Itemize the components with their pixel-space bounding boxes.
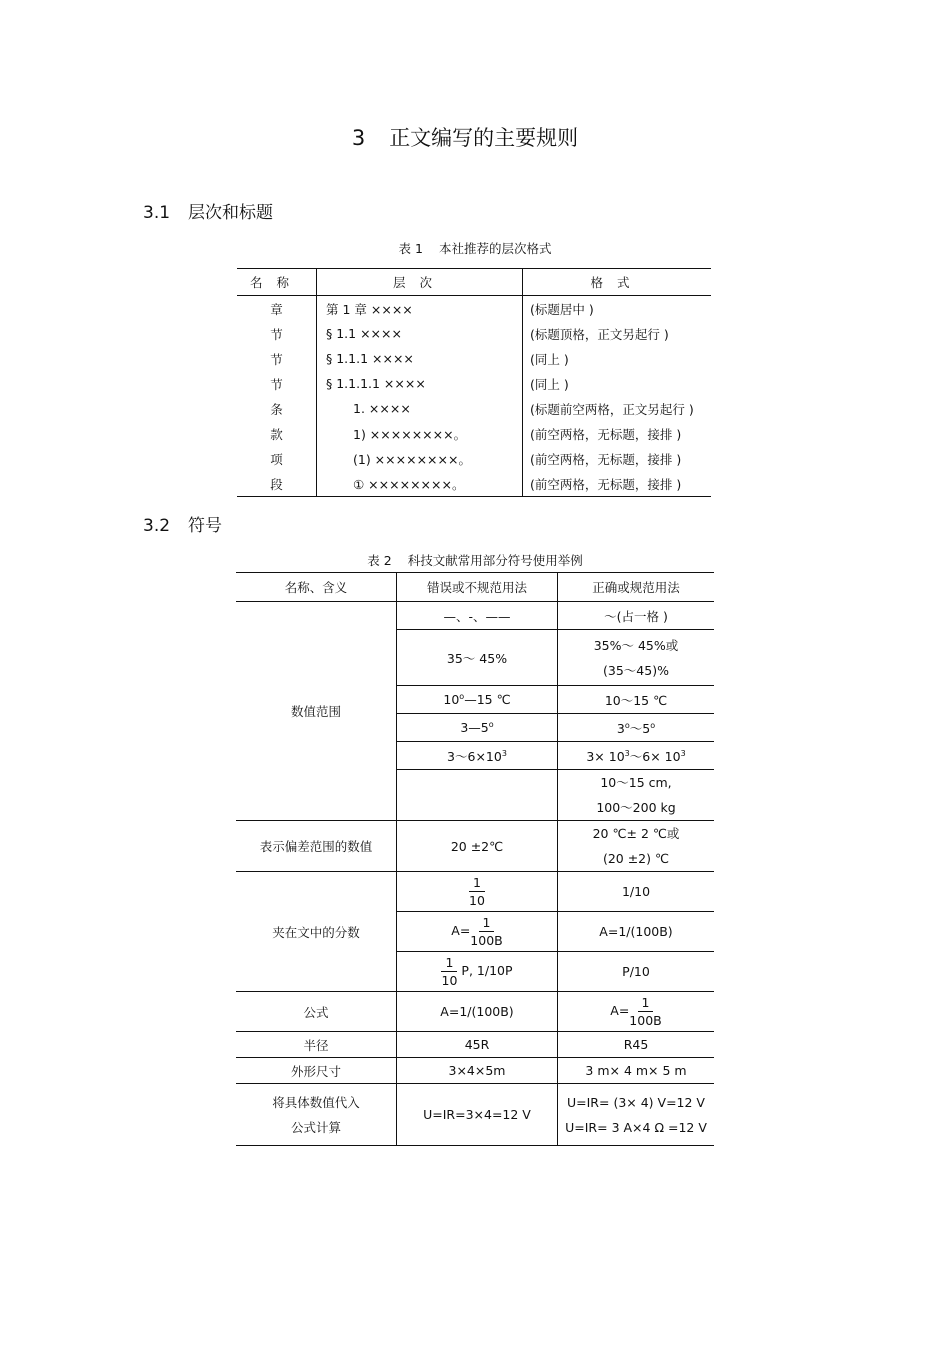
table-row: [237, 321, 711, 346]
cell-wrong: —、-、——: [397, 602, 558, 630]
cell-right: [558, 1084, 715, 1146]
hierarchy-format-table: [237, 268, 711, 497]
fraction: [629, 994, 661, 1029]
table2-caption-number: 表 2: [367, 553, 392, 568]
cell-wrong: 35～ 45%: [397, 630, 558, 686]
cell-text: A=: [451, 923, 471, 938]
cell-text: ～6× 10: [629, 748, 681, 764]
cell-right: P/10: [558, 952, 715, 992]
table-row: [237, 371, 711, 396]
chapter-title: 正文编写的主要规则: [389, 126, 579, 150]
table-row: [236, 992, 714, 1032]
cell-wrong: 3—5$^o$: [397, 714, 558, 742]
cell-name: [236, 1084, 397, 1146]
cell-name: 条: [237, 396, 317, 421]
table1-caption-number: 表 1: [398, 241, 423, 256]
col-header-name-meaning: 名称、含义: [236, 573, 397, 602]
cell-format: (标题顶格，正文另起行 ): [530, 326, 669, 342]
table-header-row: [237, 269, 711, 296]
cell-text: 3—5: [460, 720, 489, 736]
cell-right: [558, 630, 715, 686]
table-row: [237, 346, 711, 371]
fraction: [469, 874, 485, 909]
cell-right: 1/10: [558, 872, 715, 912]
cell-level: ① ××××××××。: [353, 476, 465, 492]
cell-name: 节: [237, 321, 317, 346]
table-row: [237, 421, 711, 446]
section-title: 层次和标题: [188, 203, 273, 223]
cell-group-value-range: 数值范围: [236, 602, 397, 821]
cell-wrong: 3×4×5m: [397, 1058, 558, 1084]
table-header-row: [236, 573, 714, 602]
numerator: 1: [479, 914, 495, 932]
numerator: 1: [469, 874, 485, 892]
superscript: 3: [680, 748, 686, 758]
cell-wrong: [397, 952, 558, 992]
cell-name: 节: [237, 346, 317, 371]
col-header-level: 层次: [317, 269, 523, 296]
cell-right: 3 m× 4 m× 5 m: [558, 1058, 715, 1084]
table-row: [236, 872, 714, 912]
cell-name: 章: [237, 296, 317, 322]
cell-right: ～(占一格 ): [558, 602, 715, 630]
cell-right-line2: (20 ±2) ℃: [602, 851, 670, 866]
superscript: 3: [624, 748, 630, 758]
cell-name-line1: 将具体数值代入: [272, 1094, 360, 1110]
cell-level: § 1.1 ××××: [317, 321, 523, 346]
cell-wrong: 20 ±2℃: [397, 821, 558, 872]
cell-name: 段: [237, 471, 317, 497]
table-row: [237, 446, 711, 471]
table2-caption: [0, 551, 950, 569]
cell-level: § 1.1.1 ××××: [317, 346, 523, 371]
cell-level: (1) ××××××××。: [353, 451, 471, 467]
cell-right-line2: 100～200 kg: [596, 800, 676, 815]
cell-text: 3～6×10: [447, 748, 502, 764]
section-3-1-heading: [143, 198, 273, 223]
section-number: 3.1: [143, 203, 171, 223]
cell-name: 项: [237, 446, 317, 471]
cell-level: 1) ××××××××。: [353, 426, 467, 442]
denominator: 10: [469, 893, 485, 908]
chapter-number: 3: [351, 126, 366, 150]
table-row: [236, 1058, 714, 1084]
col-header-wrong-usage: 错误或不规范用法: [397, 573, 558, 602]
col-header-correct-usage: 正确或规范用法: [558, 573, 715, 602]
cell-text: P, 1/10P: [461, 963, 513, 978]
cell-text: ～5: [629, 720, 651, 736]
cell-name: 半径: [236, 1032, 397, 1058]
cell-name: 节: [237, 371, 317, 396]
section-3-2-heading: [143, 511, 222, 536]
cell-level: 1. ××××: [353, 401, 411, 416]
section-title: 符号: [188, 516, 222, 536]
table1-caption-text: 本社推荐的层次格式: [438, 241, 552, 256]
cell-text: —15 ℃: [464, 692, 511, 708]
cell-format: (标题居中 ): [530, 301, 594, 317]
cell-format: (同上 ): [530, 376, 569, 392]
denominator: 10: [441, 973, 458, 988]
cell-wrong: [397, 742, 558, 770]
cell-right-line1: 35%～ 45%或: [593, 637, 679, 653]
cell-format: (同上 ): [530, 351, 569, 367]
cell-text: A=: [610, 1003, 630, 1018]
col-header-format: 格式: [523, 269, 712, 296]
table-row: [237, 396, 711, 421]
cell-right: 10～15 ℃: [558, 686, 715, 714]
cell-right: [558, 821, 715, 872]
table-row: [237, 296, 711, 322]
cell-name: 款: [237, 421, 317, 446]
cell-format: (前空两格，无标题，接排 ): [530, 451, 682, 467]
numerator: 1: [441, 954, 457, 972]
table-row: [236, 1084, 714, 1146]
cell-wrong: 45R: [397, 1032, 558, 1058]
cell-format: (前空两格，无标题，接排 ): [523, 471, 712, 497]
cell-name: 公式: [236, 992, 397, 1032]
table-row: [236, 1032, 714, 1058]
table-row: [236, 821, 714, 872]
cell-right-line1: U=IR= (3× 4) V=12 V: [567, 1094, 705, 1110]
cell-level: 第 1 章 ××××: [317, 296, 523, 322]
cell-name-line2: 公式计算: [290, 1119, 341, 1135]
cell-group-fraction: 夹在文中的分数: [236, 872, 397, 992]
cell-wrong: [397, 872, 558, 912]
cell-text: 3: [616, 720, 625, 736]
symbol-usage-table: [236, 572, 714, 1146]
cell-wrong: [397, 912, 558, 952]
cell-name: 表示偏差范围的数值: [236, 821, 397, 872]
cell-name: 外形尺寸: [236, 1058, 397, 1084]
cell-right-line1: 20 ℃± 2 ℃或: [592, 826, 680, 841]
table2-caption-text: 科技文献常用部分符号使用举例: [407, 553, 583, 568]
cell-right: A=1/(100B): [558, 912, 715, 952]
cell-text: 3× 10: [586, 748, 625, 764]
cell-wrong: A=1/(100B): [397, 992, 558, 1032]
denominator: 100B: [629, 1013, 662, 1028]
cell-right: [558, 992, 715, 1032]
table-row: [236, 602, 714, 630]
cell-right-line1: 10～15 cm,: [600, 775, 672, 790]
superscript: 3: [501, 748, 507, 758]
cell-level: § 1.1.1.1 ××××: [317, 371, 523, 396]
cell-wrong-empty: [397, 770, 558, 821]
cell-format: (前空两格，无标题，接排 ): [530, 426, 682, 442]
table1-caption: [0, 239, 950, 257]
fraction: [470, 914, 502, 949]
cell-right: [558, 742, 715, 770]
col-header-name: 名称: [237, 269, 317, 296]
chapter-heading: [0, 122, 930, 152]
denominator: 100B: [470, 933, 503, 948]
numerator: 1: [638, 994, 654, 1012]
cell-wrong: U=IR=3×4=12 V: [397, 1084, 558, 1146]
cell-right: R45: [558, 1032, 715, 1058]
table-row: [237, 471, 711, 497]
cell-wrong: 10$^o$—15 ℃: [397, 686, 558, 714]
section-number: 3.2: [143, 516, 171, 536]
fraction: [441, 954, 457, 989]
cell-right-line2: U=IR= 3 A×4 Ω =12 V: [565, 1119, 707, 1135]
cell-right-line2: (35～45)%: [603, 662, 669, 678]
cell-text: 10: [443, 692, 460, 708]
cell-right: [558, 770, 715, 821]
cell-right: 3$^o$～5$^o$: [558, 714, 715, 742]
cell-format: (标题前空两格，正文另起行 ): [530, 401, 694, 417]
